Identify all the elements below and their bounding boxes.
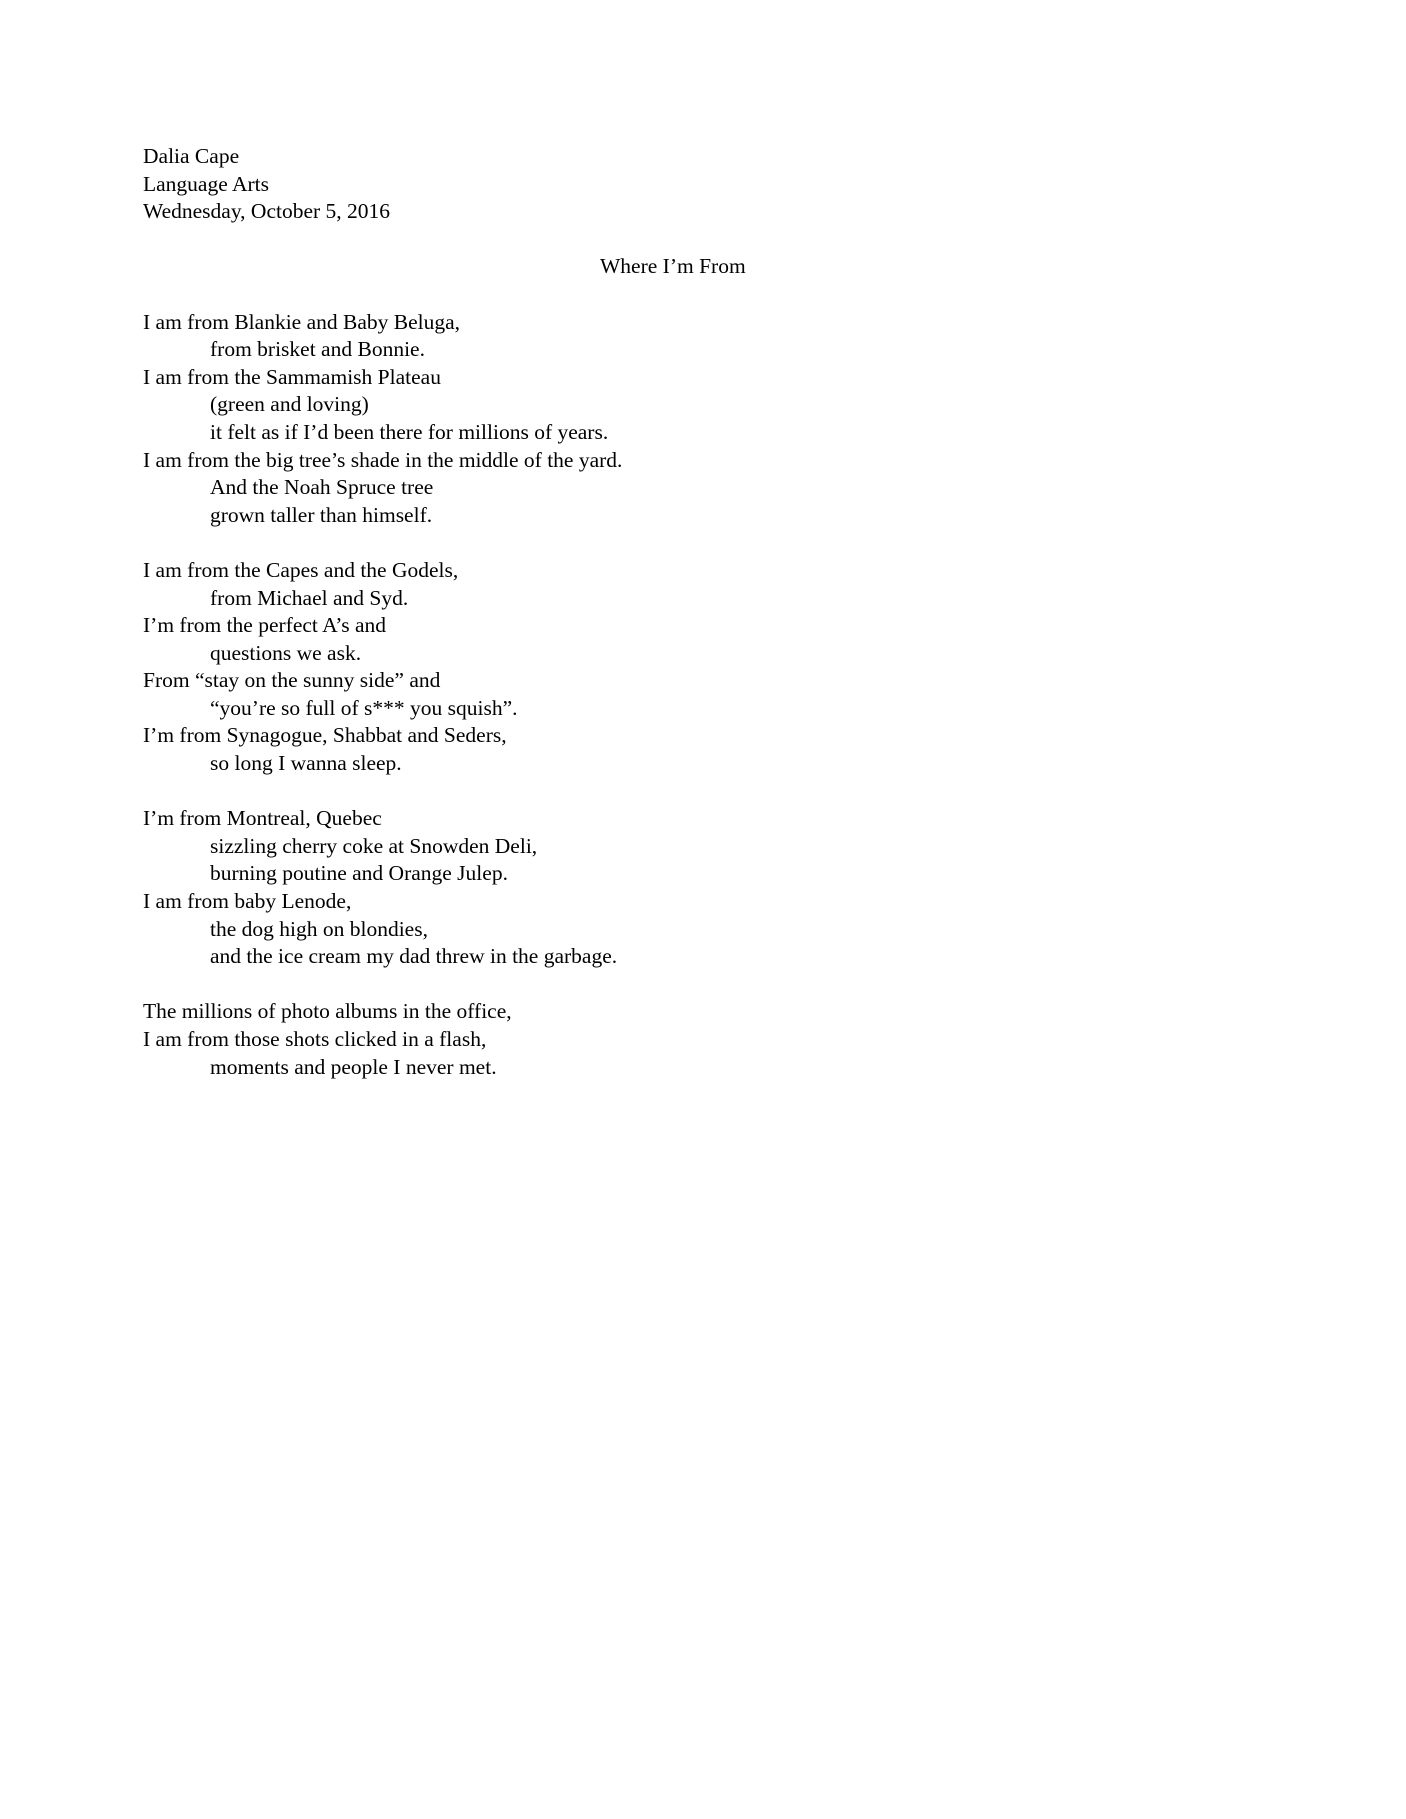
- stanza: [143, 557, 1263, 778]
- stanza: [143, 998, 1263, 1081]
- poem-line: I am from baby Lenode,: [143, 889, 352, 914]
- poem-line: I’m from the perfect A’s and: [143, 613, 386, 638]
- poem-line: from brisket and Bonnie.: [210, 337, 425, 362]
- poem-line: I am from the big tree’s shade in the middle of the yard.: [143, 447, 623, 472]
- poem-line: From “stay on the sunny side” and: [143, 668, 441, 693]
- poem-line: the dog high on blondies,: [210, 916, 428, 941]
- poem-line: I am from the Capes and the Godels,: [143, 557, 459, 582]
- poem-line: moments and people I never met.: [210, 1054, 497, 1079]
- poem-line: I’m from Synagogue, Shabbat and Seders,: [143, 723, 507, 748]
- poem-line: (green and loving): [210, 392, 369, 417]
- course-name: Language Arts: [143, 171, 269, 196]
- spacer-after-heading: [143, 226, 1263, 254]
- poem-line: and the ice cream my dad threw in the garbage.: [210, 944, 618, 969]
- poem-line: The millions of photo albums in the office,: [143, 999, 512, 1024]
- author-name: Dalia Cape: [143, 144, 240, 168]
- poem-line: grown taller than himself.: [210, 502, 433, 527]
- stanza-spacer: [143, 778, 1263, 806]
- poem-line: it felt as if I’d been there for millions of years.: [210, 419, 609, 444]
- document-body: [143, 143, 1263, 1081]
- stanza-spacer: [143, 529, 1263, 557]
- heading-block: [143, 143, 1263, 226]
- poem-line: so long I wanna sleep.: [210, 751, 402, 776]
- stanza-spacer: [143, 281, 1263, 309]
- poem-line: from Michael and Syd.: [210, 585, 409, 610]
- poem-line: “you’re so full of s*** you squish”.: [210, 695, 518, 720]
- poem-line: I am from Blankie and Baby Beluga,: [143, 309, 461, 334]
- poem-line: sizzling cherry coke at Snowden Deli,: [210, 833, 538, 858]
- assignment-date: Wednesday, October 5, 2016: [143, 199, 391, 224]
- poem-line: questions we ask.: [210, 640, 362, 665]
- stanza: [143, 309, 1263, 530]
- poem-stanzas: [143, 281, 1263, 1081]
- stanza-spacer: [143, 971, 1263, 999]
- stanza: [143, 805, 1263, 971]
- poem-line: burning poutine and Orange Julep.: [210, 861, 508, 886]
- poem-line: And the Noah Spruce tree: [210, 475, 434, 500]
- poem-title: Where I’m From: [600, 254, 746, 279]
- poem-line: I’m from Montreal, Quebec: [143, 806, 382, 831]
- poem-line: I am from those shots clicked in a flash,: [143, 1027, 487, 1051]
- poem-line: I am from the Sammamish Plateau: [143, 364, 441, 389]
